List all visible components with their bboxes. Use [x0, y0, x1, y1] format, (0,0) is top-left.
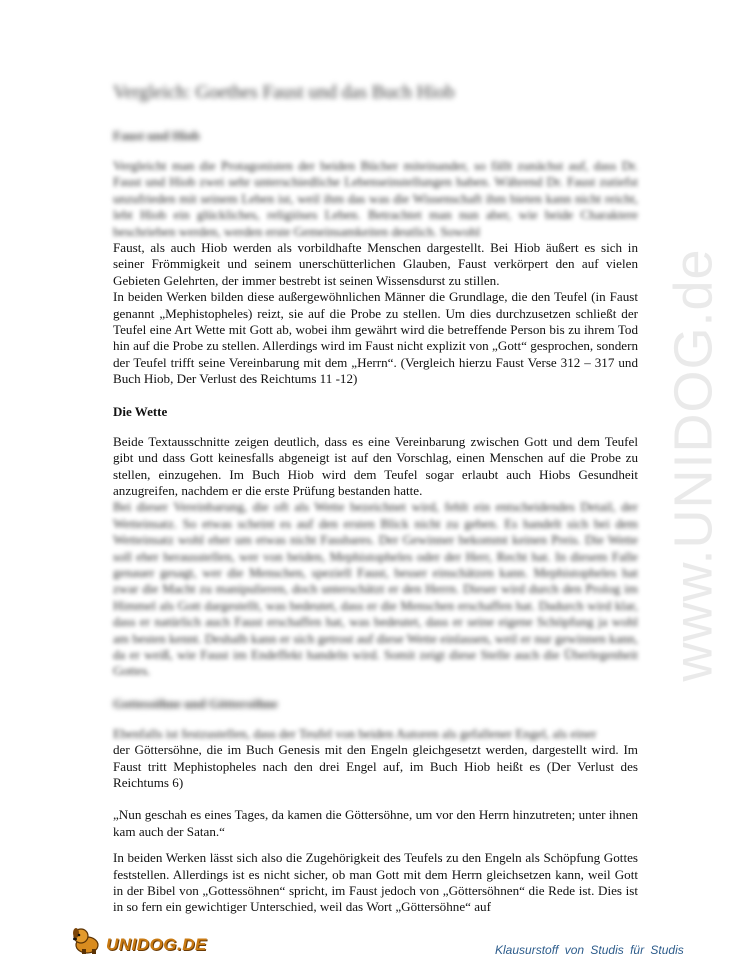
- section-heading-die-wette: Die Wette: [113, 403, 168, 419]
- paragraph: Beide Textausschnitte zeigen deutlich, dass es eine Vereinbarung zwischen Gott und dem Teufel gibt und dass Gott keinesfalls abgeneigt ist auf den Vorschlag, einen Menschen auf die Probe zu stellen, einzugehen. Im Buch Hiob wird dem Teufel sogar erlaubt auch Hiobs Gesundheit anzugreifen, nachdem er die erste Prüfung bestanden hatte.: [113, 433, 638, 498]
- blurred-paragraph: Bei dieser Vereinbarung, die oft als Wette bezeichnet wird, fehlt ein entscheidendes Detail, der Wetteinsatz. So etwas scheint es auf den ersten Blick nicht zu geben. Es handelt sich bei dem Wetteinsatz wohl eher um etwas nicht Fassbares. Der Gewinner bekommt keinen Preis. Die Wette soll eher herausstellen, wer von beiden, Mephistopheles oder der Herr, Recht hat. In diesem Falle genauer gesagt, wer die Menschen, speziell Faust, besser einschätzen kann. Mephistopheles hat zwar die Macht zu manipulieren, doch unterschätzt er den Herrn. Dieser wird durch den Prolog im Himmel als Gott dargestellt, was bedeutet, dass er die Menschen erschaffen hat. Dadurch wird klar, dass er natürlich auch Faust erschaffen hat, was bedeutet, dass er seine eigene Schöpfung ja wohl am besten kennt. Deshalb kann er sich getrost auf diese Wette einlassen, weil er nur gewinnen kann, da er weiß, wie Faust im Endeffekt handeln wird. Somit zeigt diese Stelle auch die Überlegenheit Gottes.: [113, 499, 638, 679]
- paragraph: In beiden Werken bilden diese außergewöhnlichen Männer die Grundlage, die den Teufel (in Faust genannt „Mephistopheles) reizt, sie auf die Probe zu stellen. Um dies durchzusetzen schließt der Teufel eine Art Wette mit Gott ab, wobei ihm gewährt wird die betreffende Person bis zu ihrem Tod hin auf die Probe zu stellen. Allerdings wird im Faust nicht explizit von „Gott“ gesprochen, sondern der Teufel trifft seine Vereinbarung mit dem „Herrn“. (Vergleich hierzu Faust Verse 312 – 317 und Buch Hiob, Der Verlust des Reichtums 11 -12): [113, 289, 638, 387]
- paragraph: Faust, als auch Hiob werden als vorbildhafte Menschen dargestellt. Bei Hiob äußert es sich in seiner Frömmigkeit und seinem unerschütterlichen Glauben, Faust verkörpert den auf vielen Gebieten Gelehrten, der immer bestrebt ist seinen Wissensdurst zu stillen.: [113, 240, 638, 288]
- logo-text: UNIDOG.DE: [106, 935, 207, 954]
- footer-tagline: Klausurstoff von Studis für Studis: [495, 943, 684, 957]
- watermark: [664, 250, 724, 680]
- page-title: Vergleich: Goethes Faust und das Buch Hiob: [113, 82, 455, 103]
- document-body: [113, 82, 638, 916]
- paragraph: In beiden Werken lässt sich also die Zugehörigkeit des Teufels zu den Engeln als Schöpfung Gottes feststellen. Allerdings ist es nicht sicher, ob man Gott mit dem Herrn gleichsetzen kann, weil Gott in der Bibel von „Gottessöhnen“ spricht, im Faust jedoch von „Göttersöhnen“ die Rede ist. Dies ist in so fern ein gewichtiger Unterschied, weil das Wort „Göttersöhne“ auf: [113, 850, 638, 915]
- dog-mascot-icon: [70, 925, 104, 955]
- blurred-paragraph: Vergleicht man die Protagonisten der beiden Bücher miteinander, so fällt zunächst auf, dass Dr. Faust und Hiob zwei sehr unterschiedliche Lebenseinstellungen haben. Während Dr. Faust zutiefst unzufrieden mit seinem Leben ist, weil ihm das was die Wissenschaft ihm bieten kann nicht reicht, lebt Hiob ein glückliches, religiöses Leben. Betrachtet man nun aber, wie beide Charaktere beschrieben werden, werden erste Gemeinsamkeiten deutlich. Sowohl: [113, 158, 638, 239]
- section-heading-goettersoehne: Gottessöhne und Göttersöhne: [113, 695, 278, 711]
- watermark-text: www.UNIDOG.de: [664, 248, 724, 682]
- blurred-line: Ebenfalls ist festzustellen, dass der Teufel von beiden Autoren als gefallener Engel, als einer: [113, 725, 597, 741]
- bible-quote: „Nun geschah es eines Tages, da kamen die Göttersöhne, um vor den Herrn hinzutreten; unter ihnen kam auch der Satan.“: [113, 807, 638, 839]
- paragraph: der Göttersöhne, die im Buch Genesis mit den Engeln gleichgesetzt werden, dargestellt wird. Im Faust tritt Mephistopheles nach den drei Engel auf, im Buch Hiob heißt es (Der Verlust des Reichtums 6): [113, 742, 638, 790]
- section-heading-faust-hiob: Faust und Hiob: [113, 128, 200, 143]
- footer-logo[interactable]: [70, 925, 207, 955]
